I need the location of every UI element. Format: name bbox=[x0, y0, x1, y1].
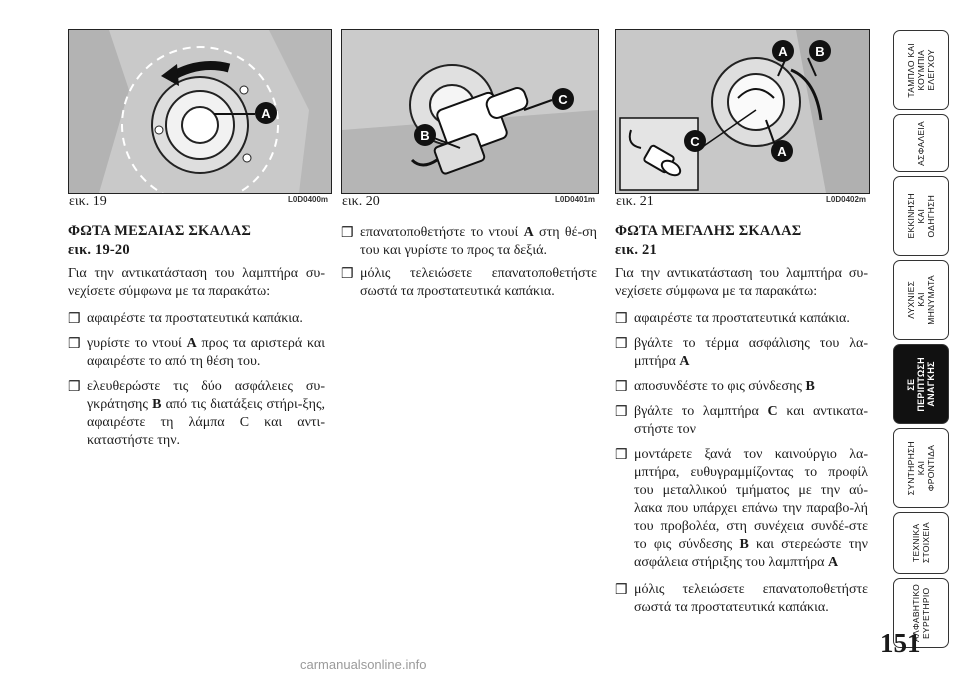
callout-label: C bbox=[690, 133, 700, 149]
tab-label: ΣΕ ΠΕΡΙΠΤΩΣΗ ΑΝΑΓΚΗΣ bbox=[906, 356, 936, 412]
callout-c bbox=[552, 88, 574, 110]
intro-paragraph: Για την αντικατάσταση του λαμπτήρα συ-νεχίσετε σύμφωνα με τα παρακάτω: bbox=[68, 266, 325, 299]
watermark: carmanualsonline.info bbox=[300, 657, 427, 672]
tab-label: ΕΚΚΙΝΗΣΗ ΚΑΙ ΟΔΗΓΗΣΗ bbox=[906, 193, 936, 239]
bullet-checkbox-icon: ❒ bbox=[341, 267, 354, 282]
list-item bbox=[68, 310, 325, 328]
list-item-ref: C bbox=[767, 404, 778, 419]
tab-maintenance[interactable] bbox=[893, 428, 949, 508]
callout-a-bottom bbox=[771, 140, 793, 162]
list-item-text: γυρίστε το ντουί bbox=[87, 336, 187, 351]
figure-21-code: L0D0402m bbox=[826, 195, 867, 204]
figure-21 bbox=[615, 29, 870, 194]
callout-label: B bbox=[420, 127, 430, 143]
callout-b bbox=[414, 124, 436, 146]
callout-b bbox=[809, 40, 831, 62]
bullet-checkbox-icon: ❒ bbox=[615, 448, 628, 463]
bullet-checkbox-icon: ❒ bbox=[341, 226, 354, 241]
list-item-text: βγάλτε το τέρμα ασφάλισης του λα-μπτήρα bbox=[634, 336, 868, 369]
tab-dashboard-controls[interactable] bbox=[893, 30, 949, 110]
bullet-checkbox-icon: ❒ bbox=[615, 405, 628, 420]
list-item-ref: A bbox=[523, 225, 534, 240]
section-heading-high-beam-ref: εικ. 21 bbox=[615, 242, 657, 258]
list-item bbox=[341, 224, 597, 260]
tab-label: ΤΑΜΠΛΟ ΚΑΙ ΚΟΥΜΠΙΑ ΕΛΕΓΧΟΥ bbox=[906, 42, 936, 98]
headlight-low-beam-illustration bbox=[69, 30, 331, 193]
figure-21-caption: εικ. 21 bbox=[616, 194, 654, 209]
bullet-checkbox-icon: ❒ bbox=[615, 583, 628, 598]
section-heading-low-beam: ΦΩΤΑ ΜΕΣΑΙΑΣ ΣΚΑΛΑΣ bbox=[68, 223, 252, 239]
figure-20-code: L0D0401m bbox=[555, 195, 596, 204]
callout-a bbox=[255, 102, 277, 124]
list-item-ref: A bbox=[186, 336, 197, 351]
tab-label: ΤΕΧΝΙΚΑ ΣΤΟΙΧΕΙΑ bbox=[911, 522, 931, 564]
tab-starting-driving[interactable] bbox=[893, 176, 949, 256]
list-item bbox=[68, 378, 325, 450]
list-item-text: και αντικατα-στήστε τον bbox=[634, 404, 868, 437]
list-item bbox=[615, 581, 868, 617]
tab-warning-lights[interactable] bbox=[893, 260, 949, 340]
tab-label: ΑΛΦΑΒΗΤΙΚΟ ΕΥΡΕΤΗΡΙΟ bbox=[911, 584, 931, 642]
list-item bbox=[615, 378, 868, 396]
tab-technical-data[interactable] bbox=[893, 512, 949, 574]
figure-19-code: L0D0400m bbox=[288, 195, 329, 204]
list-item-text: ελευθερώστε τις δύο ασφάλειες συ-γκράτησης bbox=[87, 379, 325, 412]
figure-19-caption: εικ. 19 bbox=[69, 194, 107, 209]
list-item-ref: A bbox=[827, 555, 839, 570]
list-item-text: και στερεώστε την ασφάλεια στήριξης του λαμπτήρα bbox=[634, 537, 868, 570]
list-item-ref: B bbox=[739, 537, 749, 552]
intro-paragraph: Για την αντικατάσταση του λαμπτήρα συ-νεχίσετε σύμφωνα με τα παρακάτω: bbox=[615, 266, 868, 299]
bullet-checkbox-icon: ❒ bbox=[615, 312, 628, 327]
bullet-checkbox-icon: ❒ bbox=[68, 380, 81, 395]
list-item-text: προς τα αριστερά και αφαιρέστε το από τη θέση του. bbox=[87, 336, 325, 369]
figure-20 bbox=[341, 29, 599, 194]
list-item-text: από τις διατάξεις στήρι-ξης, αφαιρέστε τη λάμπα C και αντι-καταστήστε την. bbox=[87, 397, 325, 448]
section-heading-high-beam: ΦΩΤΑ ΜΕΓΑΛΗΣ ΣΚΑΛΑΣ bbox=[615, 223, 802, 239]
list-item-text: αφαιρέστε τα προστατευτικά καπάκια. bbox=[87, 311, 303, 326]
bullet-checkbox-icon: ❒ bbox=[615, 380, 628, 395]
tab-label: ΑΣΦΑΛΕΙΑ bbox=[916, 120, 926, 166]
callout-label: A bbox=[778, 43, 788, 59]
list-item-ref: A bbox=[679, 354, 690, 369]
list-item bbox=[68, 335, 325, 371]
bullet-checkbox-icon: ❒ bbox=[68, 337, 81, 352]
list-item bbox=[615, 446, 868, 572]
figure-19 bbox=[68, 29, 332, 194]
list-item bbox=[341, 265, 597, 301]
list-item-text: αποσυνδέστε το φις σύνδεσης bbox=[634, 379, 806, 394]
callout-a-top bbox=[772, 40, 794, 62]
list-item bbox=[615, 310, 868, 328]
bulb-removal-illustration bbox=[342, 30, 598, 193]
tab-label: ΛΥΧΝΙΕΣ ΚΑΙ ΜΗΝΥΜΑΤΑ bbox=[906, 275, 936, 325]
list-item-text: επανατοποθετήστε το ντουί bbox=[360, 225, 524, 240]
tab-emergency[interactable] bbox=[893, 344, 949, 424]
list-item-ref: B bbox=[805, 379, 815, 394]
list-item-text: αφαιρέστε τα προστατευτικά καπάκια. bbox=[634, 311, 850, 326]
list-item-ref: B bbox=[152, 397, 162, 412]
bullet-checkbox-icon: ❒ bbox=[615, 337, 628, 352]
figure-20-caption: εικ. 20 bbox=[342, 194, 380, 209]
tab-label: ΣΥΝΤΗΡΗΣΗ ΚΑΙ ΦΡΟΝΤΙΔΑ bbox=[906, 440, 936, 496]
callout-label: A bbox=[777, 143, 787, 159]
callout-label: A bbox=[261, 105, 271, 121]
list-item bbox=[615, 335, 868, 371]
bullet-checkbox-icon: ❒ bbox=[68, 312, 81, 327]
tab-safety[interactable] bbox=[893, 114, 949, 172]
list-item-text: μόλις τελειώσετε επανατοποθετήστε σωστά τα προστατευτικά καπάκια. bbox=[360, 266, 597, 299]
callout-label: B bbox=[815, 43, 825, 59]
list-item-text: μόλις τελειώσετε επανατοποθετήστε σωστά τα προστατευτικά καπάκια. bbox=[634, 582, 868, 615]
list-item bbox=[615, 403, 868, 439]
list-item-text: στη θέ-ση του και γυρίστε το προς τα δεξιά. bbox=[360, 225, 597, 258]
callout-c bbox=[684, 130, 706, 152]
page-number: 151 bbox=[880, 628, 921, 658]
headlight-high-beam-illustration bbox=[616, 30, 869, 193]
list-item-text: μοντάρετε ξανά τον καινούργιο λα-μπτήρα, ευθυγραμμίζοντας το προφίλ του μεταλλικού τμήματος με την αύ-λακα που υπάρχει επάνω την παραβο-λή του προβολέα, στη συνέχεια συνδέ-στε το φις σύνδεσης bbox=[634, 447, 868, 552]
list-item-text: βγάλτε το λαμπτήρα bbox=[634, 404, 768, 419]
callout-label: C bbox=[558, 91, 568, 107]
section-heading-low-beam-ref: εικ. 19-20 bbox=[68, 242, 130, 258]
